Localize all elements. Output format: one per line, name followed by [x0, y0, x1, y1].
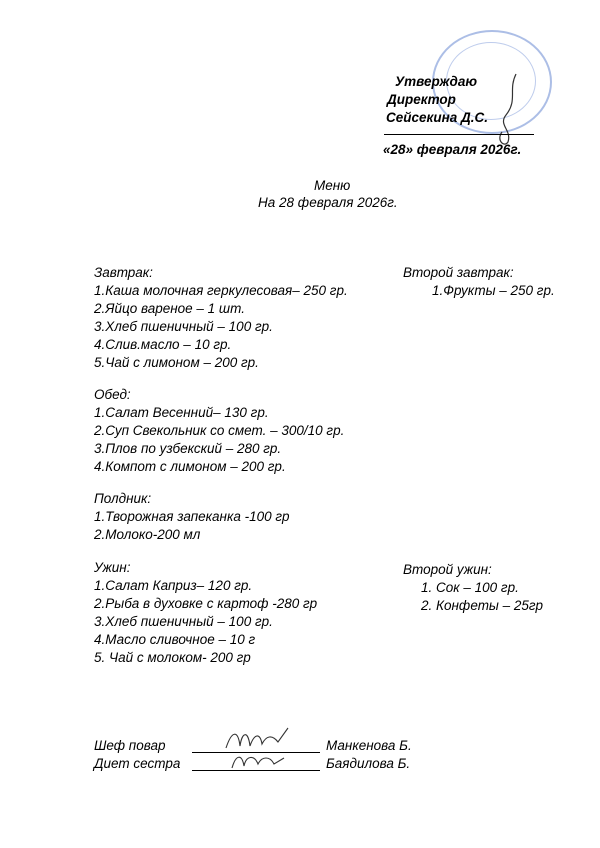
approval-line-3: Сейсекина Д.С.	[386, 110, 489, 125]
dinner-item: 1.Салат Каприз– 120 гр.	[94, 578, 253, 593]
menu-title: Меню	[314, 178, 351, 193]
dinner-item: 2.Рыба в духовке с картоф -280 гр	[94, 596, 318, 611]
second-dinner-heading: Второй ужин:	[403, 562, 492, 577]
diet-role: Диет сестра	[94, 756, 181, 771]
chef-role: Шеф повар	[94, 738, 166, 753]
approval-line-1: Утверждаю	[395, 74, 478, 89]
breakfast-item: 4.Слив.масло – 10 гр.	[94, 337, 232, 352]
lunch-item: 2.Суп Свекольник со смет. – 300/10 гр.	[94, 423, 345, 438]
approval-date: «28» февраля 2026г.	[383, 142, 522, 157]
breakfast-heading: Завтрак:	[94, 265, 153, 280]
snack-item: 1.Творожная запеканка -100 гр	[94, 509, 290, 524]
director-signature	[488, 70, 528, 150]
dinner-heading: Ужин:	[94, 560, 131, 575]
breakfast-item: 1.Каша молочная геркулесовая– 250 гр.	[94, 283, 348, 298]
diet-name: Баядилова Б.	[326, 756, 411, 771]
approval-line-2: Директор	[387, 92, 456, 107]
chef-name: Манкенова Б.	[326, 738, 412, 753]
approval-underline	[384, 134, 534, 135]
breakfast-item: 3.Хлеб пшеничный – 100 гр.	[94, 319, 273, 334]
second-breakfast-heading: Второй завтрак:	[403, 265, 514, 280]
lunch-item: 1.Салат Весенний– 130 гр.	[94, 405, 269, 420]
breakfast-item: 5.Чай с лимоном – 200 гр.	[94, 355, 259, 370]
snack-heading: Полдник:	[94, 491, 152, 506]
lunch-item: 4.Компот с лимоном – 200 гр.	[94, 459, 286, 474]
breakfast-item: 2.Яйцо вареное – 1 шт.	[94, 301, 245, 316]
second-dinner-item: 1. Сок – 100 гр.	[421, 580, 519, 595]
lunch-heading: Обед:	[94, 387, 131, 402]
snack-item: 2.Молоко-200 мл	[94, 527, 201, 542]
dinner-item: 3.Хлеб пшеничный – 100 гр.	[94, 614, 273, 629]
menu-date: На 28 февраля 2026г.	[258, 195, 398, 210]
dinner-item: 5. Чай с молоком- 200 гр	[94, 650, 251, 665]
second-breakfast-item: 1.Фрукты – 250 гр.	[432, 283, 555, 298]
lunch-item: 3.Плов по узбекский – 280 гр.	[94, 441, 282, 456]
dinner-item: 4.Масло сливочное – 10 г	[94, 632, 256, 647]
second-dinner-item: 2. Конфеты – 25гр	[421, 598, 544, 613]
diet-signature	[228, 748, 288, 774]
